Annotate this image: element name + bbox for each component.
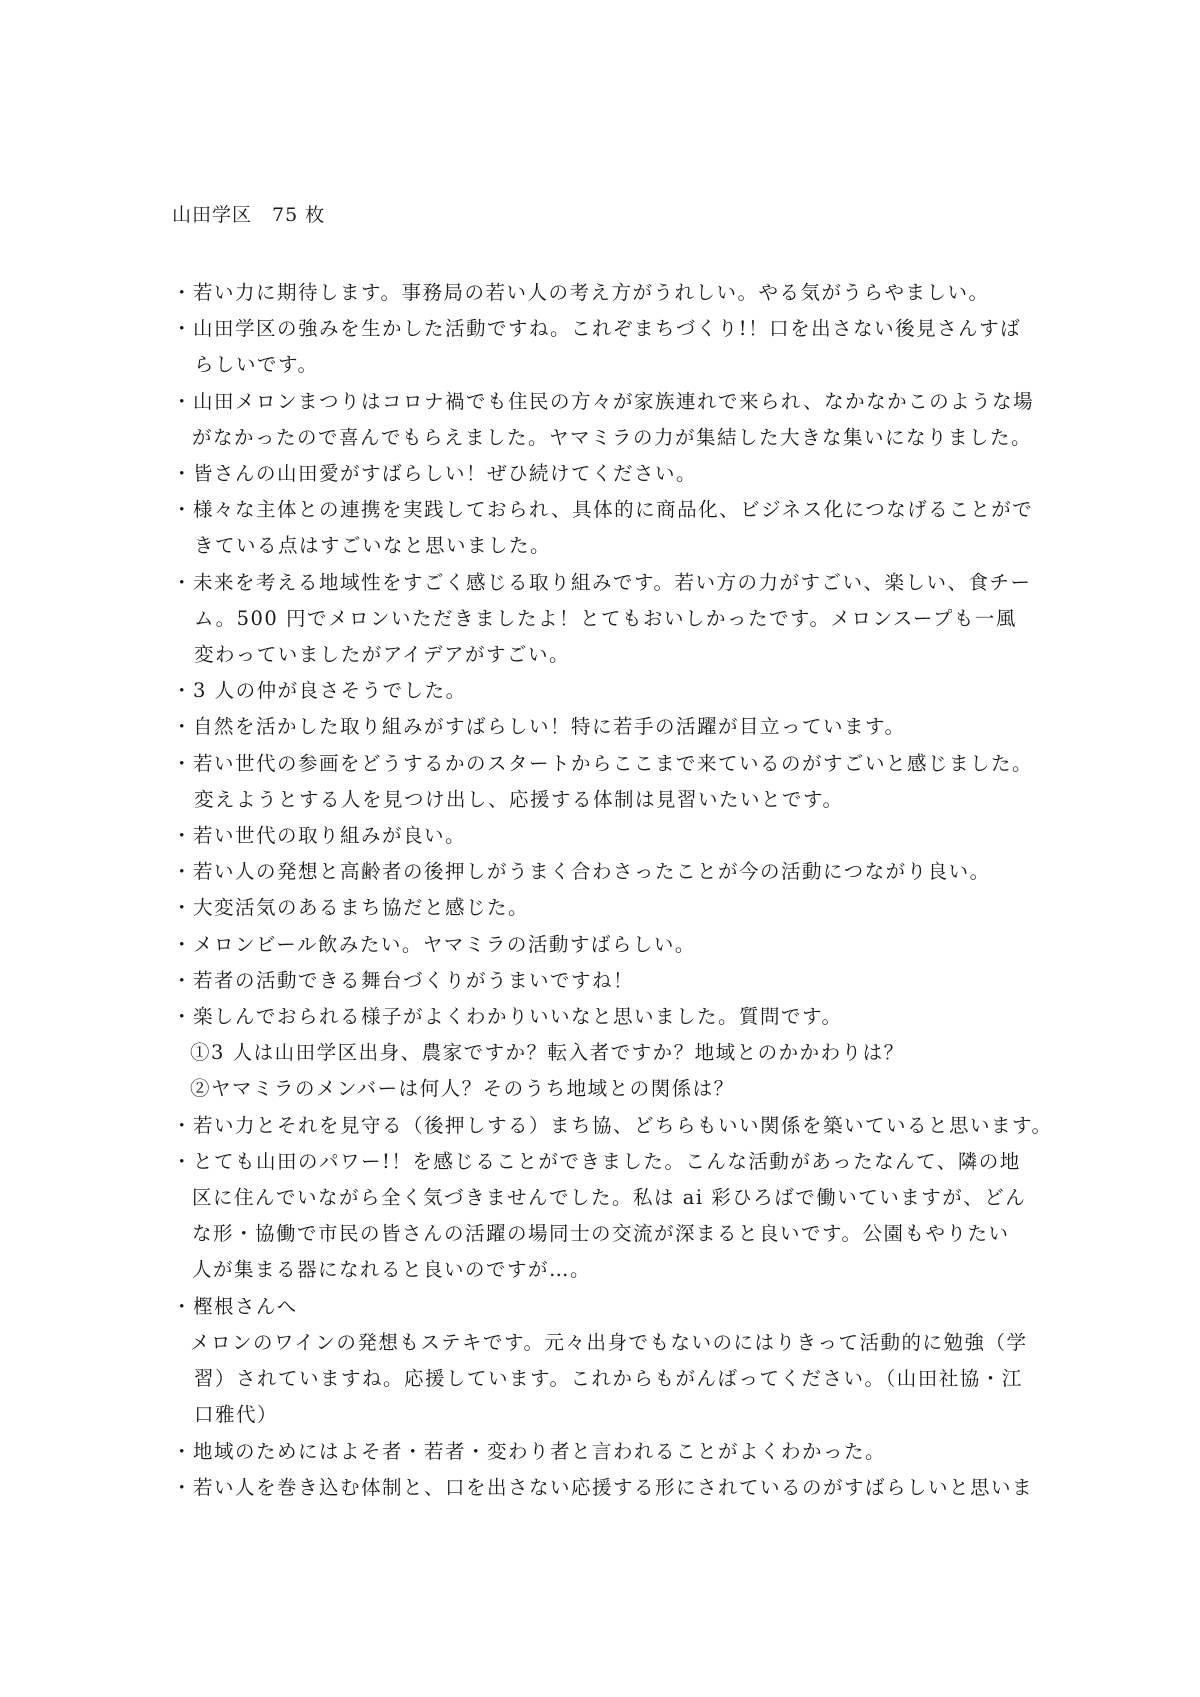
- comment-line: ・若い力に期待します。事務局の若い人の考え方がうれしい。やる気がうらやましい。: [172, 281, 990, 304]
- comment-line: ・地域のためにはよそ者・若者・変わり者と言われることがよくわかった。: [172, 1439, 887, 1463]
- message-line-continued: 習）されていますね。応援しています。これからもがんばってください。（山田社協・江: [194, 1367, 1023, 1391]
- comment-line-continued: 変えようとする人を見つけ出し、応援する体制は見習いたいとです。: [194, 787, 844, 811]
- comment-line: ・若い人の発想と高齢者の後押しがうまく合わさったことが今の活動につながり良い。: [172, 860, 991, 884]
- comment-line: ・様々な主体との連携を実践しておられ、具体的に商品化、ビジネス化につなげることがで: [172, 498, 1034, 522]
- comment-line-continued: らしいです。: [194, 353, 319, 377]
- sheet-count: 75 枚: [272, 204, 326, 226]
- comment-line-continued: な形・協働で市民の皆さんの活躍の場同士の交流が深まると良いです。公園もやりたい: [192, 1222, 1010, 1246]
- comment-line: ・楽しんでおられる様子がよくわかりいいなと思いました。質問です。: [172, 1005, 843, 1029]
- comment-line-continued: がなかったので喜んでもらえました。ヤマミラの力が集結した大きな集いになりました。: [192, 425, 1033, 449]
- comment-list: [172, 275, 1053, 1506]
- comment-line-continued: 区に住んでいながら全く気づきませんでした。私は ai 彩ひろばで働いていますが、どん: [192, 1186, 1027, 1210]
- message-line: メロンのワインの発想もステキです。元々出身でもないのにはりきって活動的に勉強（学: [190, 1330, 1028, 1354]
- comment-line: ・若者の活動できる舞台づくりがうまいですね！: [172, 968, 635, 992]
- comment-line: ・大変活気のあるまち協だと感じた。: [172, 896, 530, 920]
- comment-line: ・樫根さんへ: [172, 1294, 298, 1318]
- message-line-continued: 口雅代）: [194, 1403, 279, 1427]
- page-heading: [172, 200, 325, 230]
- comment-line: ・若い力とそれを見守る（後押しする）まち協、どちらもいい関係を築いていると思います。: [172, 1113, 1053, 1137]
- comment-line: ・若い世代の取り組みが良い。: [172, 824, 467, 848]
- comment-line: ・3 人の仲が良さそうでした。: [172, 679, 467, 703]
- district-title: 山田学区: [172, 204, 253, 226]
- comment-line-continued: 人が集まる器になれると良いのですが…。: [192, 1258, 592, 1282]
- comment-line-continued: ム。500 円でメロンいただきましたよ！とてもおいしかったです。メロンスープも一風: [194, 606, 1017, 630]
- comment-line: ・若い世代の参画をどうするかのスタートからここまで来ているのがすごいと感じました。: [172, 751, 1034, 775]
- comment-line-continued: きている点はすごいなと思いました。: [194, 534, 552, 558]
- comment-line: ・未来を考える地域性をすごく感じる取り組みです。若い方の力がすごい、楽しい、食チー: [172, 570, 1032, 594]
- comment-line: ・若い人を巻き込む体制と、口を出さない応援する形にされているのがすばらしいと思いま: [172, 1475, 1034, 1499]
- comment-line: ・皆さんの山田愛がすばらしい！ぜひ続けてください。: [172, 462, 698, 486]
- comment-line: ・山田メロンまつりはコロナ禍でも住民の方々が家族連れで来られ、なかなかこのような場: [172, 389, 1035, 413]
- comment-line: ・山田学区の強みを生かした活動ですね。これぞまちづくり!！口を出さない後見さんすば: [172, 317, 1022, 341]
- comment-line-continued: 変わっていましたがアイデアがすごい。: [194, 643, 571, 667]
- comment-line: ・自然を活かした取り組みがすばらしい！特に若手の活躍が目立っています。: [172, 715, 906, 739]
- comment-line: ・メロンビール飲みたい。ヤマミラの活動すばらしい。: [172, 932, 696, 956]
- question-line: ①3 人は山田学区出身、農家ですか？転入者ですか？地域とのかかわりは？: [190, 1041, 905, 1065]
- comment-line: ・とても山田のパワー!！を感じることができました。こんな活動があったなんて、隣の地: [172, 1149, 1021, 1173]
- question-line: ②ヤマミラのメンバーは何人？そのうち地域との関係は？: [190, 1077, 735, 1101]
